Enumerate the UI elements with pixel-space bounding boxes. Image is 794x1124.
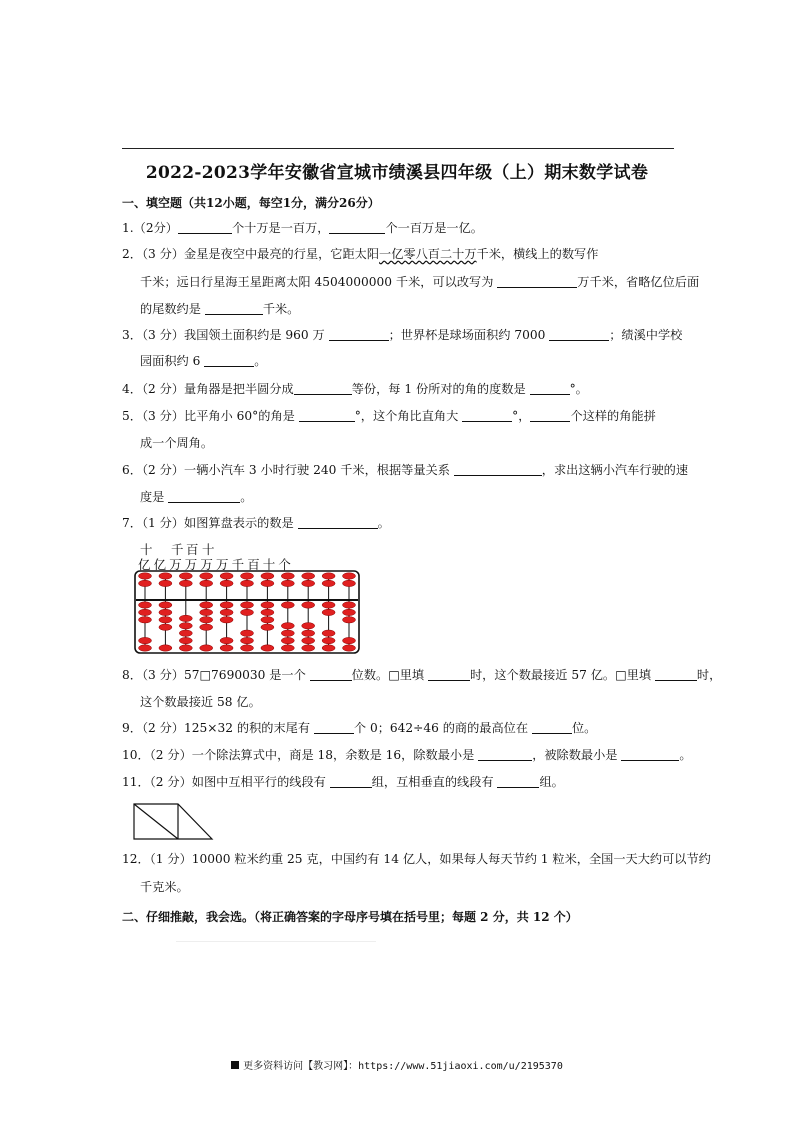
q8-blank-3[interactable] (655, 668, 697, 681)
q8-text-1: 8．（3 分）57□7690030 是一个 (122, 668, 306, 682)
abacus-lower-bead (220, 617, 233, 623)
abacus-bottom-label: 万 (216, 557, 229, 572)
question-6-line-2 (140, 490, 252, 504)
abacus-upper-bead (200, 573, 213, 579)
q1-label: 1.（2分） (122, 221, 178, 235)
abacus-lower-bead (281, 602, 294, 608)
abacus-lower-bead (322, 602, 335, 608)
q9-blank-1[interactable] (314, 721, 354, 734)
abacus-bottom-label: 万 (200, 557, 213, 572)
abacus-lower-bead (281, 637, 294, 643)
abacus-upper-bead (179, 573, 192, 579)
q9-text-1: 9．（2 分）125×32 的积的末尾有 (122, 721, 311, 735)
q2-text-3: 千米；远日行星海王星距离太阳 4504000000 千米，可以改写为 (140, 275, 494, 289)
abacus-lower-bead (241, 602, 254, 608)
q10-blank-1[interactable] (478, 748, 532, 761)
question-4 (122, 382, 588, 396)
q2-text-6: 千米。 (262, 302, 300, 316)
abacus-lower-bead (261, 602, 274, 608)
abacus-lower-bead (322, 630, 335, 636)
abacus-lower-bead (159, 609, 172, 615)
q4-blank-2[interactable] (530, 382, 570, 395)
q3-text-1: 3．（3 分）我国领土面积约是 960 万 (122, 328, 325, 342)
q6-blank-1[interactable] (454, 463, 542, 476)
abacus-upper-bead (302, 573, 315, 579)
abacus-bottom-label: 万 (184, 557, 198, 572)
q5-text-4: 个这样的角能拼 (570, 409, 656, 423)
abacus-lower-bead (200, 609, 213, 615)
q6-blank-2[interactable] (168, 490, 240, 503)
abacus-lower-bead (261, 609, 274, 615)
q5-text-1: 5．（3 分）比平角小 60°的角是 (122, 409, 295, 423)
q11-blank-1[interactable] (330, 775, 372, 788)
q10-text-1: 10．（2 分）一个除法算式中，商是 18，余数是 16，除数最小是 (122, 748, 475, 762)
q3-text-5: 。 (254, 354, 267, 368)
question-2-line-2 (140, 275, 699, 289)
q8-text-3: 时，这个数最接近 57 亿。□里填 (469, 668, 652, 682)
abacus-lower-bead (343, 645, 356, 651)
question-10 (122, 748, 692, 762)
abacus-lower-bead (139, 609, 152, 615)
abacus-top-label-1: 十 (140, 542, 153, 557)
q2-text-1: 2．（3 分）金星是夜空中最亮的行星，它距太阳 (122, 247, 380, 261)
abacus-lower-bead (343, 602, 356, 608)
abacus-upper-bead (220, 580, 233, 586)
abacus-lower-bead (179, 637, 192, 643)
abacus-lower-bead (179, 615, 192, 621)
abacus-lower-bead (200, 617, 213, 623)
q6-text-2: ，求出这辆小汽车行驶的速 (541, 463, 689, 477)
abacus-upper-bead (322, 580, 335, 586)
q11-text-1: 11．（2 分）如图中互相平行的线段有 (122, 775, 326, 789)
q7-text-1: 7．（1 分）如图算盘表示的数是 (122, 516, 294, 530)
question-7 (122, 516, 390, 530)
abacus-bottom-label: 个 (278, 557, 291, 572)
q7-text-2: 。 (377, 516, 390, 530)
question-3-line-1 (122, 328, 682, 342)
q11-text-2: 组，互相垂直的线段有 (371, 775, 494, 789)
q8-text-2: 位数。□里填 (351, 668, 425, 682)
q4-text-3: °。 (569, 382, 588, 396)
q8-blank-1[interactable] (310, 668, 352, 681)
abacus-lower-bead (343, 637, 356, 643)
abacus-top-label-3: 百 (186, 542, 199, 557)
abacus-lower-bead (139, 602, 152, 608)
abacus-upper-bead (139, 573, 152, 579)
q4-text-2: 等份，每 1 份所对的角的度数是 (351, 382, 526, 396)
q6-text-1: 6．（2 分）一辆小汽车 3 小时行驶 240 千米，根据等量关系 (122, 463, 450, 477)
q9-text-3: 位。 (571, 721, 597, 735)
footer-text[interactable]: 更多资料访问【教习网】：https://www.51jiaoxi.com/u/2195370 (243, 1061, 563, 1072)
abacus-lower-bead (302, 623, 315, 629)
q3-blank-2[interactable] (549, 328, 609, 341)
abacus-lower-bead (322, 609, 335, 615)
abacus-figure (134, 570, 360, 654)
q4-blank-1[interactable] (294, 382, 352, 395)
abacus-lower-bead (302, 602, 315, 608)
abacus-upper-bead (159, 573, 172, 579)
footer (0, 1057, 794, 1072)
abacus-lower-bead (261, 624, 274, 630)
abacus-lower-bead (322, 645, 335, 651)
q8-blank-2[interactable] (428, 668, 470, 681)
q5-blank-2[interactable] (462, 409, 512, 422)
section2-heading: 二、仔细推敲，我会选。（将正确答案的字母序号填在括号里；每题 2 分，共 12 个） (122, 910, 578, 924)
abacus-upper-bead (241, 580, 254, 586)
question-5-line-1 (122, 409, 656, 423)
q3-text-3: ；绩溪中学校 (609, 328, 683, 342)
abacus-bottom-label: 千 (231, 557, 245, 572)
q9-blank-2[interactable] (532, 721, 572, 734)
abacus-upper-bead (261, 573, 274, 579)
abacus-upper-bead (343, 573, 356, 579)
faint-divider (176, 941, 376, 942)
trapezoid-figure (132, 802, 216, 842)
q5-text-2: °，这个角比直角大 (354, 409, 459, 423)
abacus-lower-bead (179, 630, 192, 636)
question-6-line-1 (122, 463, 688, 477)
abacus-lower-bead (220, 602, 233, 608)
abacus-upper-bead (200, 580, 213, 586)
q10-blank-2[interactable] (621, 748, 679, 761)
abacus-upper-bead (322, 573, 335, 579)
q11-text-3: 组。 (539, 775, 564, 789)
abacus-top-label-2: 千 (171, 542, 184, 557)
flag-icon (231, 1061, 239, 1069)
abacus-bottom-label: 十 (262, 557, 276, 572)
abacus-lower-bead (200, 602, 213, 608)
abacus-bottom-label: 亿 (153, 557, 167, 572)
abacus-lower-bead (220, 609, 233, 615)
q2-blank-1[interactable] (497, 275, 577, 288)
abacus-lower-bead (159, 624, 172, 630)
question-2-line-3 (140, 302, 299, 316)
abacus-bottom-label: 亿 (138, 557, 151, 572)
q2-text-2: 千米，横线上的数写作 (476, 247, 599, 261)
abacus-upper-bead (220, 573, 233, 579)
abacus-upper-bead (159, 580, 172, 586)
abacus-lower-bead (281, 645, 294, 651)
abacus-lower-bead (241, 630, 254, 636)
abacus-upper-bead (302, 580, 315, 586)
abacus-lower-bead (220, 637, 233, 643)
q3-blank-1[interactable] (329, 328, 389, 341)
abacus-lower-bead (261, 645, 274, 651)
q9-text-2: 个 0；642÷46 的商的最高位在 (353, 721, 529, 735)
question-11 (122, 775, 564, 789)
abacus-upper-bead (281, 580, 294, 586)
q3-text-2: ；世界杯是球场面积约 7000 (388, 328, 546, 342)
abacus-lower-bead (241, 609, 254, 615)
q5-blank-1[interactable] (299, 409, 355, 422)
top-rule (122, 148, 674, 149)
q6-text-4: 。 (240, 490, 253, 504)
abacus-lower-bead (241, 637, 254, 643)
q3-blank-3[interactable] (204, 354, 254, 367)
abacus-lower-bead (261, 617, 274, 623)
section1-heading: 一、填空题（共12小题，每空1分，满分26分） (122, 196, 380, 210)
q7-blank-1[interactable] (298, 516, 378, 529)
q6-text-3: 度是 (140, 490, 165, 504)
abacus-lower-bead (302, 630, 315, 636)
abacus-lower-bead (159, 617, 172, 623)
abacus-lower-bead (322, 637, 335, 643)
q11-blank-2[interactable] (497, 775, 539, 788)
q4-text-1: 4．（2 分）量角器是把半圆分成 (122, 382, 294, 396)
q10-text-2: ，被除数最小是 (532, 748, 618, 762)
abacus-lower-bead (159, 602, 172, 608)
question-8-line-2: 这个数最接近 58 亿。 (140, 695, 261, 709)
q5-text-3: °， (512, 409, 531, 423)
abacus-lower-bead (159, 645, 172, 651)
q1-blank-2[interactable] (329, 221, 385, 234)
question-5-line-2: 成一个周角。 (140, 436, 214, 450)
abacus-upper-bead (261, 580, 274, 586)
q1-text-2: 个一百万是一亿。 (385, 221, 483, 235)
question-3-line-2 (140, 354, 266, 368)
abacus-lower-bead (139, 645, 152, 651)
q1-blank-1[interactable] (178, 221, 232, 234)
q2-text-4: 万千米，省略亿位后面 (577, 275, 700, 289)
abacus-upper-bead (139, 580, 152, 586)
q10-text-3: 。 (679, 748, 692, 762)
abacus-lower-bead (302, 637, 315, 643)
question-12-line-1: 12．（1 分）10000 粒米约重 25 克，中国约有 14 亿人，如果每人每天节约 1 粒米，全国一天大约可以节约 (122, 852, 711, 866)
abacus-bottom-label: 百 (247, 557, 260, 572)
abacus-upper-bead (343, 580, 356, 586)
abacus-upper-bead (179, 580, 192, 586)
abacus-bottom-label: 万 (169, 557, 182, 572)
abacus-lower-bead (200, 624, 213, 630)
question-8-line-1 (122, 668, 721, 682)
abacus-upper-bead (281, 573, 294, 579)
page-title: 2022-2023学年安徽省宣城市绩溪县四年级（上）期末数学试卷 (145, 163, 649, 183)
abacus-lower-bead (241, 645, 254, 651)
question-1 (122, 221, 483, 235)
abacus-lower-bead (220, 645, 233, 651)
abacus-upper-bead (241, 573, 254, 579)
abacus-lower-bead (281, 623, 294, 629)
abacus-top-label-4: 十 (202, 542, 215, 557)
q2-blank-2[interactable] (205, 302, 263, 315)
question-2-line-1 (122, 247, 598, 261)
question-12-line-2: 千克米。 (140, 880, 189, 894)
q2-text-5: 的尾数约是 (140, 302, 201, 316)
abacus-lower-bead (343, 609, 356, 615)
abacus-lower-bead (200, 645, 213, 651)
q3-text-4: 园面积约 6 (140, 354, 201, 368)
abacus-lower-bead (139, 617, 152, 623)
abacus-lower-bead (179, 623, 192, 629)
q5-blank-3[interactable] (530, 409, 570, 422)
abacus-lower-bead (281, 630, 294, 636)
question-9 (122, 721, 596, 735)
q1-text-1: 个十万是一百万， (231, 221, 330, 235)
abacus-lower-bead (343, 617, 356, 623)
q2-wavy-number: 一亿零八百二十万 (379, 247, 477, 261)
abacus-lower-bead (302, 645, 315, 651)
abacus-lower-bead (179, 645, 192, 651)
q8-text-4: 时， (696, 668, 722, 682)
abacus-lower-bead (139, 637, 152, 643)
